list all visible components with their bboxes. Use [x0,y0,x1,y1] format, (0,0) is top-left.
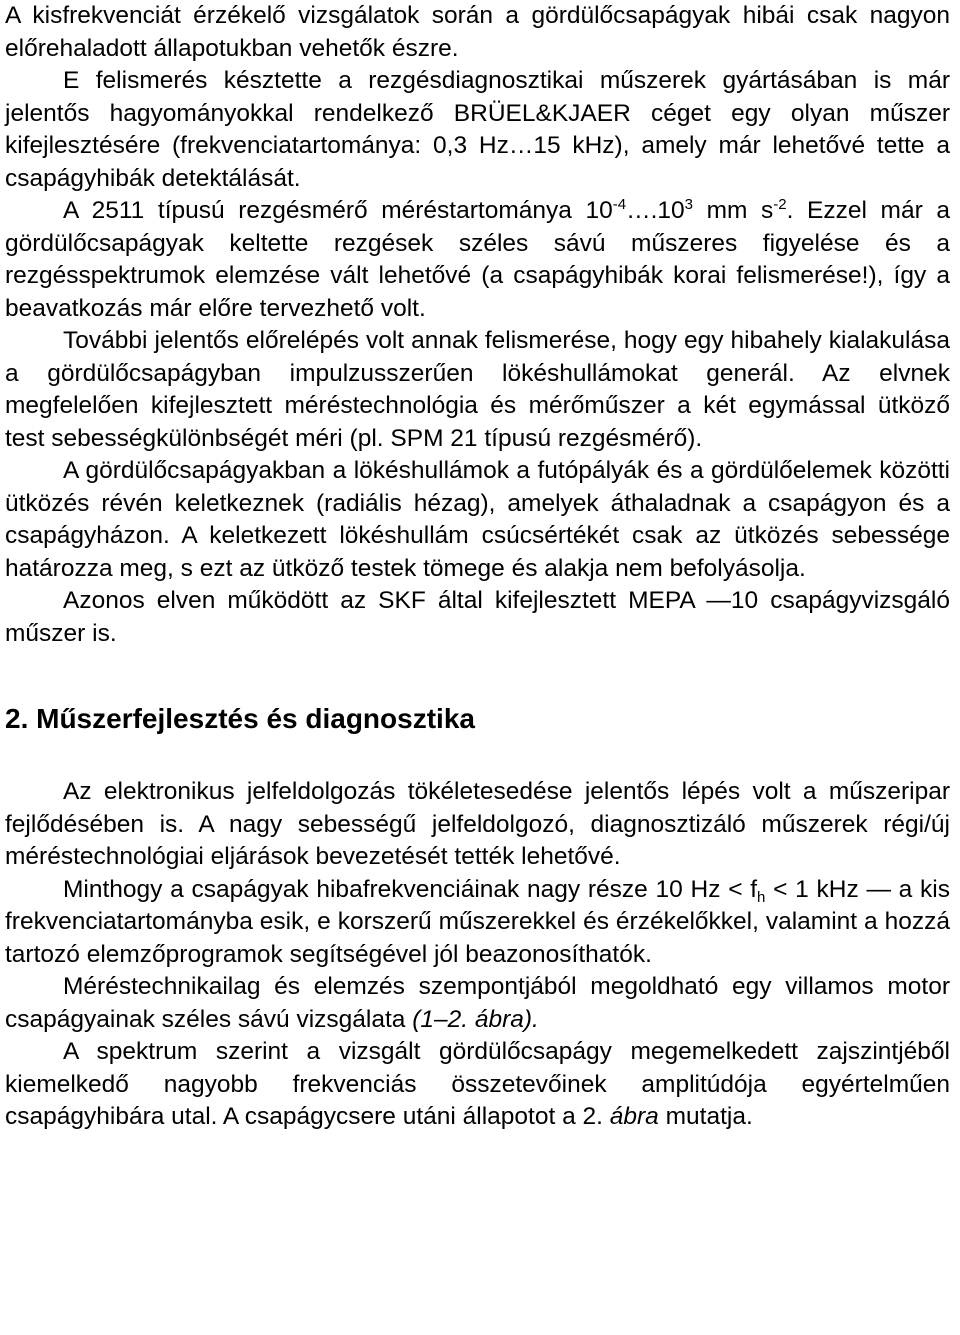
paragraph-4: További jelentős előrelépés volt annak felismerése, hogy egy hibahely kialakulása a gördülőcsapágyban impulzusszerűen lökéshullámokat generál. Az elvnek megfelelően kifejlesztett méréstechnológia és mérőműszer a két egymással ütköző test sebességkülönbségét méri (pl. SPM 21 típusú rezgésmérő). [5,327,950,452]
paragraph-9 [5,971,950,1036]
paragraph-1: A kisfrekvenciát érzékelő vizsgálatok során a gördülőcsapágyak hibái csak nagyon előrehaladott állapotukban vehetők észre. [5,2,950,62]
p10-post: mutatja. [658,1103,753,1130]
p3-exponent-2: 3 [684,196,693,213]
spacer [5,650,950,702]
figure-reference: ábra [609,1103,659,1130]
p3-exponent-1: -4 [612,196,627,213]
p3-pre: A 2511 típusú rezgésmérő méréstartománya 10 [63,197,613,224]
paragraph-5: A gördülőcsapágyakban a lökéshullámok a futópályák és a gördülőelemek közötti ütközés révén keletkeznek (radiális hézag), amelyek áthaladnak a csapágyon és a csapágyházon. A keletkezett lökéshullám csúcsértékét csak az ütközés sebessége határozza meg, s ezt az ütköző testek tömege és alakja nem befolyásolja. [5,457,950,582]
p8-post: < 1 kHz — a kis frekvenciatartományba esik, e korszerű műszerekkel és érzékelőkkel, valamint a hozzá tartozó elemzőprogramok segítségével jól beazonosíthatók. [5,875,950,968]
p3-post: . Ezzel már a gördülőcsapágyak keltette rezgések széles sávú műszeres figyelése és a rezgésspektrumok elemzése vált lehetővé (a csapágyhibák korai felismerése!), így a beavatkozás már előre tervezhető volt. [5,197,950,322]
p3-exponent-3: -2 [773,196,787,213]
paragraph-6: Azonos elven működött az SKF által kifejlesztett MEPA —10 csapágyvizsgáló műszer is. [5,587,950,647]
p8-pre: Minthogy a csapágyak hibafrekvenciáinak nagy része 10 Hz < f [63,875,758,903]
paragraph-8 [5,874,950,972]
paragraph-3 [5,195,950,325]
p9-pre: Méréstechnikailag és elemzés szempontjából megoldható egy villamos motor csapágyainak széles sávú vizsgálata [5,973,950,1033]
paragraph-2: E felismerés késztette a rezgésdiagnosztikai műszerek gyártásában is már jelentős hagyományokkal rendelkező BRÜEL&KJAER céget egy olyan műszer kifejlesztésére (frekvenciatartománya: 0,3 Hz…15 kHz), amely már lehetővé tette a csapágyhibák detektálását. [5,67,950,192]
p3-mid: ….10 [626,197,685,224]
paragraph-7: Az elektronikus jelfeldolgozás tökéletesedése jelentős lépés volt a műszeripar fejlődésében is. A nagy sebességű jelfeldolgozó, diagnosztizáló műszerek régi/új méréstechnológiai eljárások bevezetését tették lehetővé. [5,778,950,870]
p8-subscript: h [757,888,766,906]
paragraph-10 [5,1036,950,1134]
figure-reference: (1–2. ábra). [412,1005,539,1033]
section-heading: 2. Műszerfejlesztés és diagnosztika [5,703,475,734]
p3-unit: mm s [692,197,774,224]
spacer [5,736,950,776]
p10-pre: A spektrum szerint a vizsgált gördülőcsapágy megemelkedett zajszintjéből kiemelkedő nagyobb frekvenciás összetevőinek amplitúdója egyértelműen csapágyhibára utal. A csapágycsere utáni állapotot a 2. [5,1038,950,1130]
